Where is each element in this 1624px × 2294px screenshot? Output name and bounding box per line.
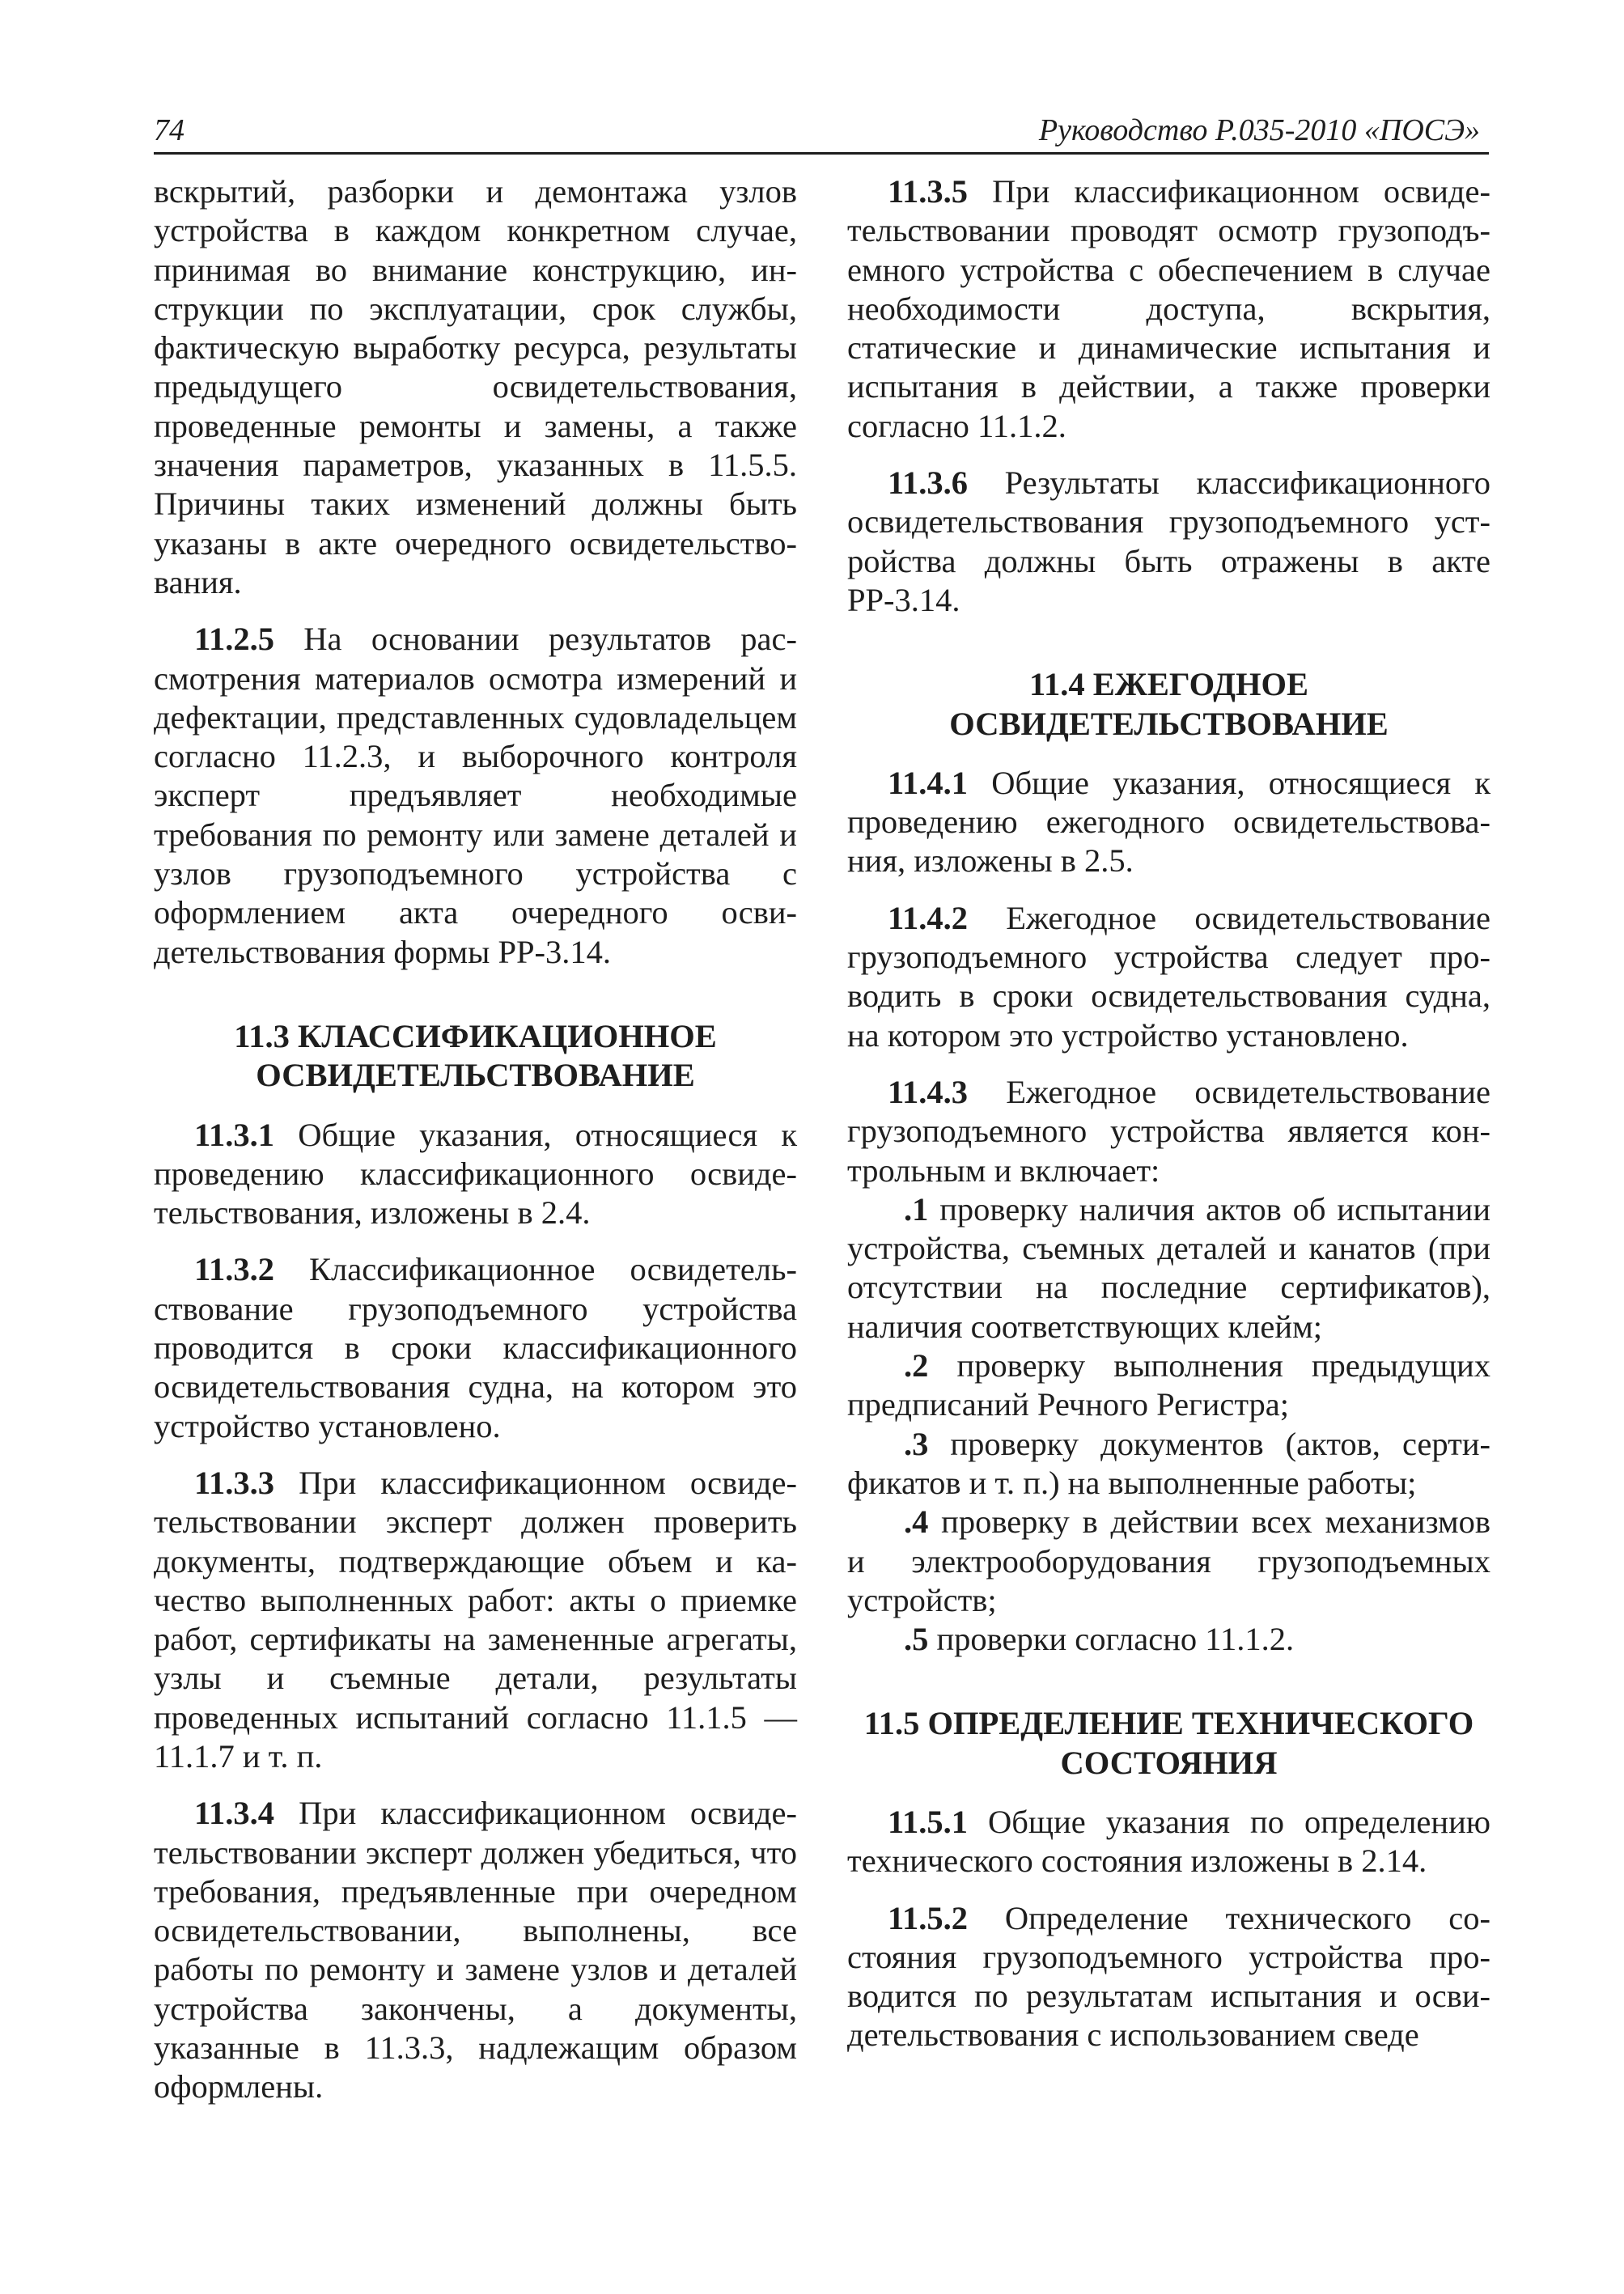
heading-line: ОСВИДЕТЕЛЬСТВОВАНИЕ (256, 1057, 695, 1094)
paragraph-11-4-3 (847, 1073, 1490, 1190)
paragraph-11-5-1 (847, 1803, 1490, 1881)
clause-number: 11.3.3 (194, 1464, 275, 1501)
paragraph-11-3-1 (154, 1116, 797, 1233)
clause-number: 11.3.1 (194, 1116, 275, 1153)
clause-text: При классификационном освидетельствовании эксперт должен проверить документы, подтверждающие объем и качество выполненных работ: акты о приемке работ, сертификаты на замененные агрегаты, узлы и съемные детали, результаты проведенных испытаний согласно 11.1.5 — 11.1.7 и т. п. (154, 1464, 797, 1775)
list-item-text: проверку выполнения предыдущих предписаний Речного Регистра; (847, 1347, 1490, 1423)
clause-text: На основании результатов рассмотрения материалов осмотра измерений и дефектации, представленных судовладельцем согласно 11.2.3, и выборочного контроля эксперт предъявляет необходимые требования по ремонту или замене деталей и узлов грузоподъемного устройства с оформлением акта очередного освидетельствования формы РР-3.14. (154, 621, 797, 970)
list-item-text: проверку документов (актов, сертификатов и т. п.) на выполненные работы; (847, 1425, 1490, 1501)
list-item-text: проверки согласно 11.1.2. (928, 1621, 1295, 1658)
clause-number: 11.3.5 (888, 173, 969, 210)
heading-line: 11.3 КЛАССИФИКАЦИОННОЕ (234, 1017, 717, 1054)
heading-line: 11.5 ОПРЕДЕЛЕНИЕ ТЕХНИЧЕСКОГО (863, 1705, 1474, 1742)
clause-text: При классификационном освидетельствовании эксперт должен убедиться, что требования, предъявленные при очередном освидетельствовании, выполнены, все работы по ремонту и замене узлов и деталей устройства закончены, а документы, указанные в 11.3.3, надлежащим образом оформлены. (154, 1795, 797, 2105)
clause-text: Ежегодное освидетельствование грузоподъемного устройства следует проводить в сроки освидетельствования судна, на котором это устройство установлено. (847, 899, 1490, 1054)
heading-line: 11.4 ЕЖЕГОДНОЕ (1029, 666, 1308, 703)
heading-line: ОСВИДЕТЕЛЬСТВОВАНИЕ (949, 705, 1389, 742)
section-heading-11-4 (847, 665, 1490, 744)
clause-number: 11.4.2 (888, 899, 969, 936)
clause-text: Ежегодное освидетельствование грузоподъемного устройства является контрольным и включает: (847, 1073, 1490, 1189)
clause-number: 11.2.5 (194, 621, 275, 658)
clause-text: Определение технического состояния грузоподъемного устройства проводится по результатам испытания и освидетельствования с использованием сведе (847, 1899, 1490, 2054)
clause-text: Результаты классификационного освидетельствования грузоподъемного устройства должны быть отражены в акте РР-3.14. (847, 464, 1490, 618)
clause-text: Классификационное освидетельствование грузоподъемного устройства проводится в сроки классификационного освидетельствования судна, на котором это устройство установлено. (154, 1251, 797, 1444)
list-item (847, 1503, 1490, 1620)
list-item (847, 1425, 1490, 1503)
paragraph-11-5-2 (847, 1899, 1490, 2055)
paragraph-11-3-5 (847, 172, 1490, 446)
right-column (847, 172, 1490, 2055)
paragraph-11-3-4 (154, 1794, 797, 2106)
section-heading-11-3 (154, 1017, 797, 1096)
clause-number: 11.4.3 (888, 1073, 969, 1110)
list-item-number: .2 (904, 1347, 929, 1384)
list-item (847, 1190, 1490, 1346)
list-item-text: проверку в действии всех механизмов и электрооборудования грузоподъемных устройств; (847, 1503, 1490, 1618)
paragraph-11-4-1 (847, 764, 1490, 881)
clause-text: Общие указания по определению технического состояния изложены в 2.14. (847, 1803, 1490, 1880)
clause-number: 11.4.1 (888, 764, 969, 801)
running-title: Руководство Р.035-2010 «ПОСЭ» (1038, 113, 1480, 147)
clause-number: 11.5.2 (888, 1899, 969, 1936)
paragraph-11-3-6 (847, 464, 1490, 620)
header-rule (154, 152, 1489, 155)
clause-number: 11.3.2 (194, 1251, 275, 1288)
page-number: 74 (154, 113, 184, 147)
section-heading-11-5 (847, 1704, 1490, 1783)
paragraph-11-3-2 (154, 1250, 797, 1445)
list-item-text: проверку наличия актов об испытании устройства, съемных деталей и канатов (при отсутствии на последние сертификатов), наличия соответствующих клейм; (847, 1190, 1490, 1345)
clause-number: 11.3.4 (194, 1795, 275, 1832)
list-item (847, 1620, 1490, 1659)
paragraph-11-4-2 (847, 899, 1490, 1055)
left-column (154, 172, 797, 2107)
clause-number: 11.5.1 (888, 1803, 969, 1840)
paragraph-11-2-5 (154, 620, 797, 972)
list-item-number: .3 (904, 1425, 929, 1462)
clause-text: Общие указания, относящиеся к проведению ежегодного освидетельствования, изложены в 2.5. (847, 764, 1490, 880)
list-item-number: .4 (904, 1503, 929, 1541)
clause-text: Общие указания, относящиеся к проведению классификационного освидетельствования, изложены в 2.4. (154, 1116, 797, 1232)
paragraph-11-3-3 (154, 1464, 797, 1776)
list-item-number: .5 (904, 1621, 929, 1658)
clause-number: 11.3.6 (888, 464, 969, 502)
heading-line: СОСТОЯНИЯ (1060, 1744, 1278, 1781)
clause-text: При классификационном освидетельствовании проводят осмотр грузоподъемного устройства с обеспечением в случае необходимости доступа, вскрытия, статические и динамические испытания и испытания в действии, а также проверки согласно 11.1.2. (847, 173, 1490, 444)
list-item (847, 1346, 1490, 1425)
paragraph-continuation: вскрытий, разборки и демонтажа узлов устройства в каждом конкретном случае, принимая во внимание конструкцию, инструкции по эксплуатации, срок службы, фактическую выработку ресурса, результаты предыдущего освидетельствования, проведенные ремонты и замены, а также значения параметров, указанных в 11.5.5. Причины таких изменений должны быть указаны в акте очередного освидетельствования. (154, 173, 797, 600)
list-item-number: .1 (904, 1190, 929, 1228)
